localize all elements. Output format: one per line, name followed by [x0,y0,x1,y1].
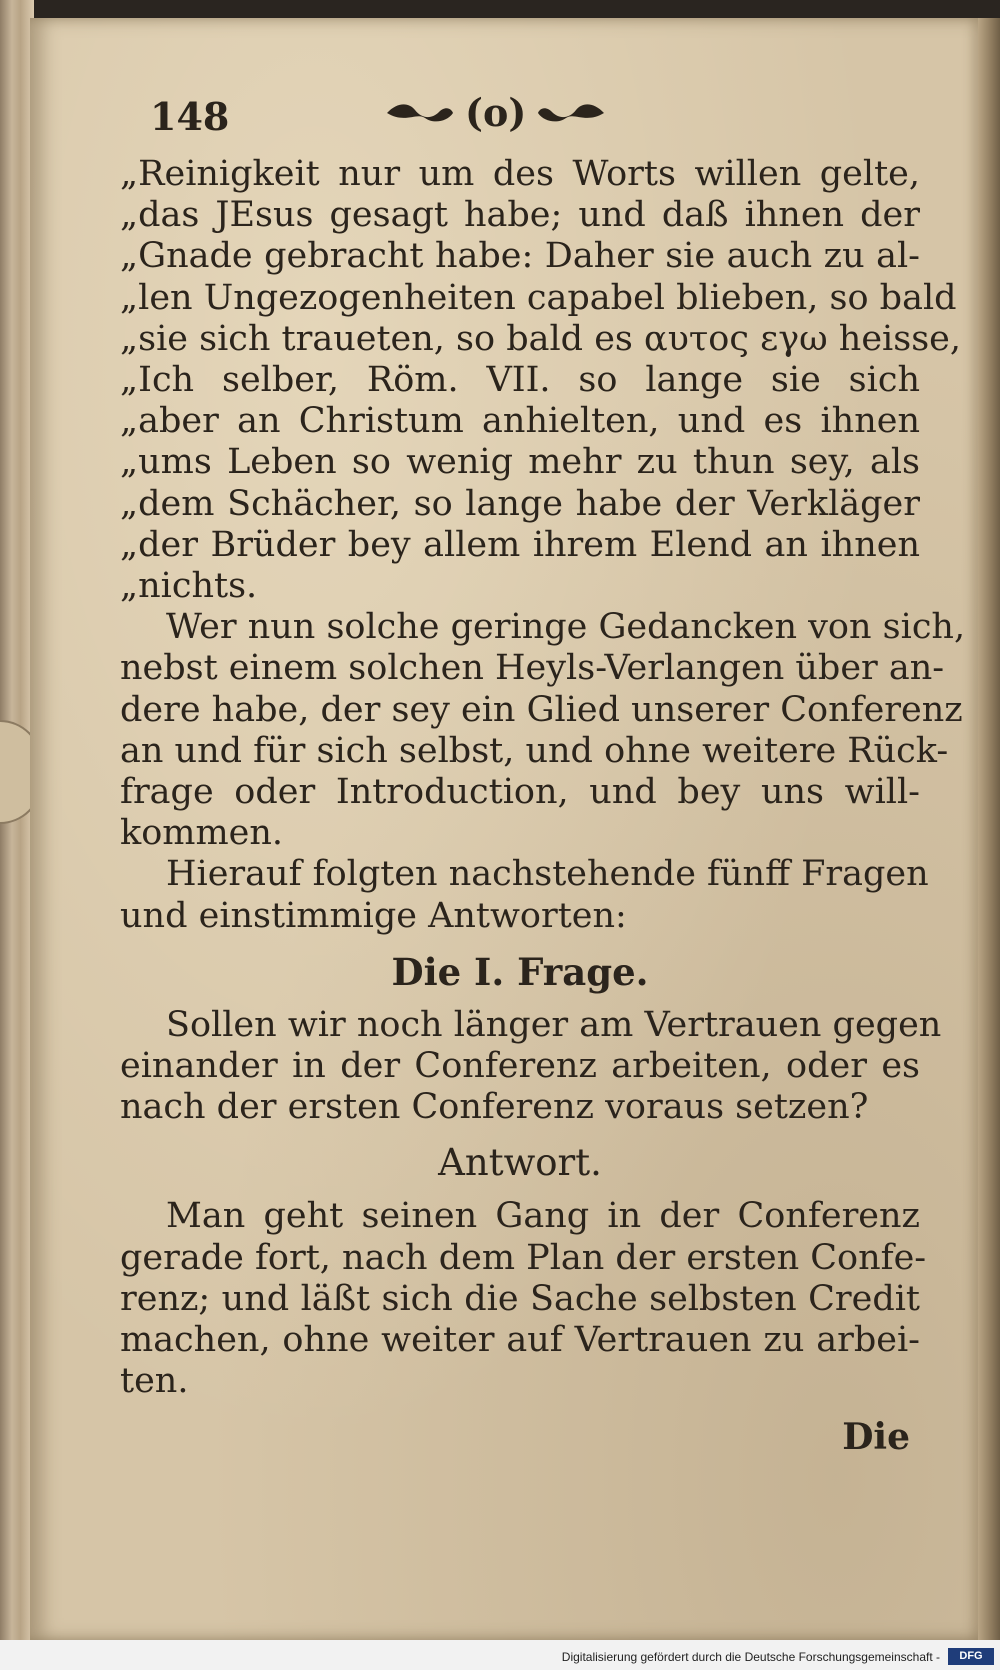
text-line: „Reinigkeit nur um des Worts willen gelte, [120,154,920,194]
funding-note: Digitalisierung gefördert durch die Deutsche Forschungsgemeinschaft - [561,1650,940,1664]
paragraph-questions-intro [120,854,929,936]
text-line: einander in der Conferenz arbeiten, oder es [120,1046,920,1087]
text-line: kommen. [120,813,284,854]
question-text [120,1004,942,1129]
dfg-logo: DFG [948,1648,994,1665]
left-flourish-icon [385,100,455,126]
book-spine [0,0,34,1640]
text-line: „Gnade gebracht habe: Daher sie auch zu al- [120,236,920,277]
text-line: und einstimmige Antworten: [120,895,627,936]
text-line: Man geht seinen Gang in der Conferenz [166,1196,920,1237]
page-number: 148 [150,94,230,139]
page-edge [978,18,1000,1640]
header-ornament [385,90,606,135]
page-text [120,90,966,1459]
paragraph-conference [120,607,966,854]
paragraph-quote [120,154,961,607]
text-line: „nichts. [120,566,258,607]
text-line: frage oder Introduction, und bey uns will- [120,772,920,813]
text-line: „das JEsus gesagt habe; und daß ihnen der [120,195,920,236]
text-line: Wer nun solche geringe Gedancken von sich, [166,607,966,648]
text-line: „dem Schächer, so lange habe der Verkläger [120,483,920,524]
text-line: nach der ersten Conferenz voraus setzen? [120,1087,869,1128]
question-heading: Die I. Frage. [391,949,649,994]
text-line: „len Ungezogenheiten capabel blieben, so bald [120,277,957,318]
text-line: Hierauf folgten nachstehende fünff Fragen [166,854,929,895]
catchword: Die [842,1416,910,1459]
text-line: renz; und läßt sich die Sache selbsten Credit [120,1278,920,1319]
text-line: dere habe, der sey ein Glied unserer Conferenz [120,689,963,730]
answer-text [120,1196,927,1402]
text-line: Sollen wir noch länger am Vertrauen gegen [166,1004,942,1045]
text-line: machen, ohne weiter auf Vertrauen zu arbei- [120,1320,920,1361]
text-line: „aber an Christum anhielten, und es ihnen [120,401,920,442]
right-flourish-icon [536,100,606,126]
text-line: ten. [120,1361,189,1402]
text-line: „Ich selber, Röm. VII. so lange sie sich [120,360,920,401]
text-line: an und für sich selbst, und ohne weitere Rück- [120,730,949,771]
text-line: „sie sich traueten, so bald es αυτος εγω heisse, [120,318,961,359]
ornament-text: (o) [465,90,527,135]
page-header [120,90,920,154]
text-line: „ums Leben so wenig mehr zu thun sey, als [120,442,920,483]
text-line: gerade fort, nach dem Plan der ersten Confe- [120,1237,927,1278]
text-line: „der Brüder bey allem ihrem Elend an ihnen [120,524,920,565]
text-line: nebst einem solchen Heyls-Verlangen über an- [120,648,945,689]
answer-heading: Antwort. [438,1141,602,1185]
